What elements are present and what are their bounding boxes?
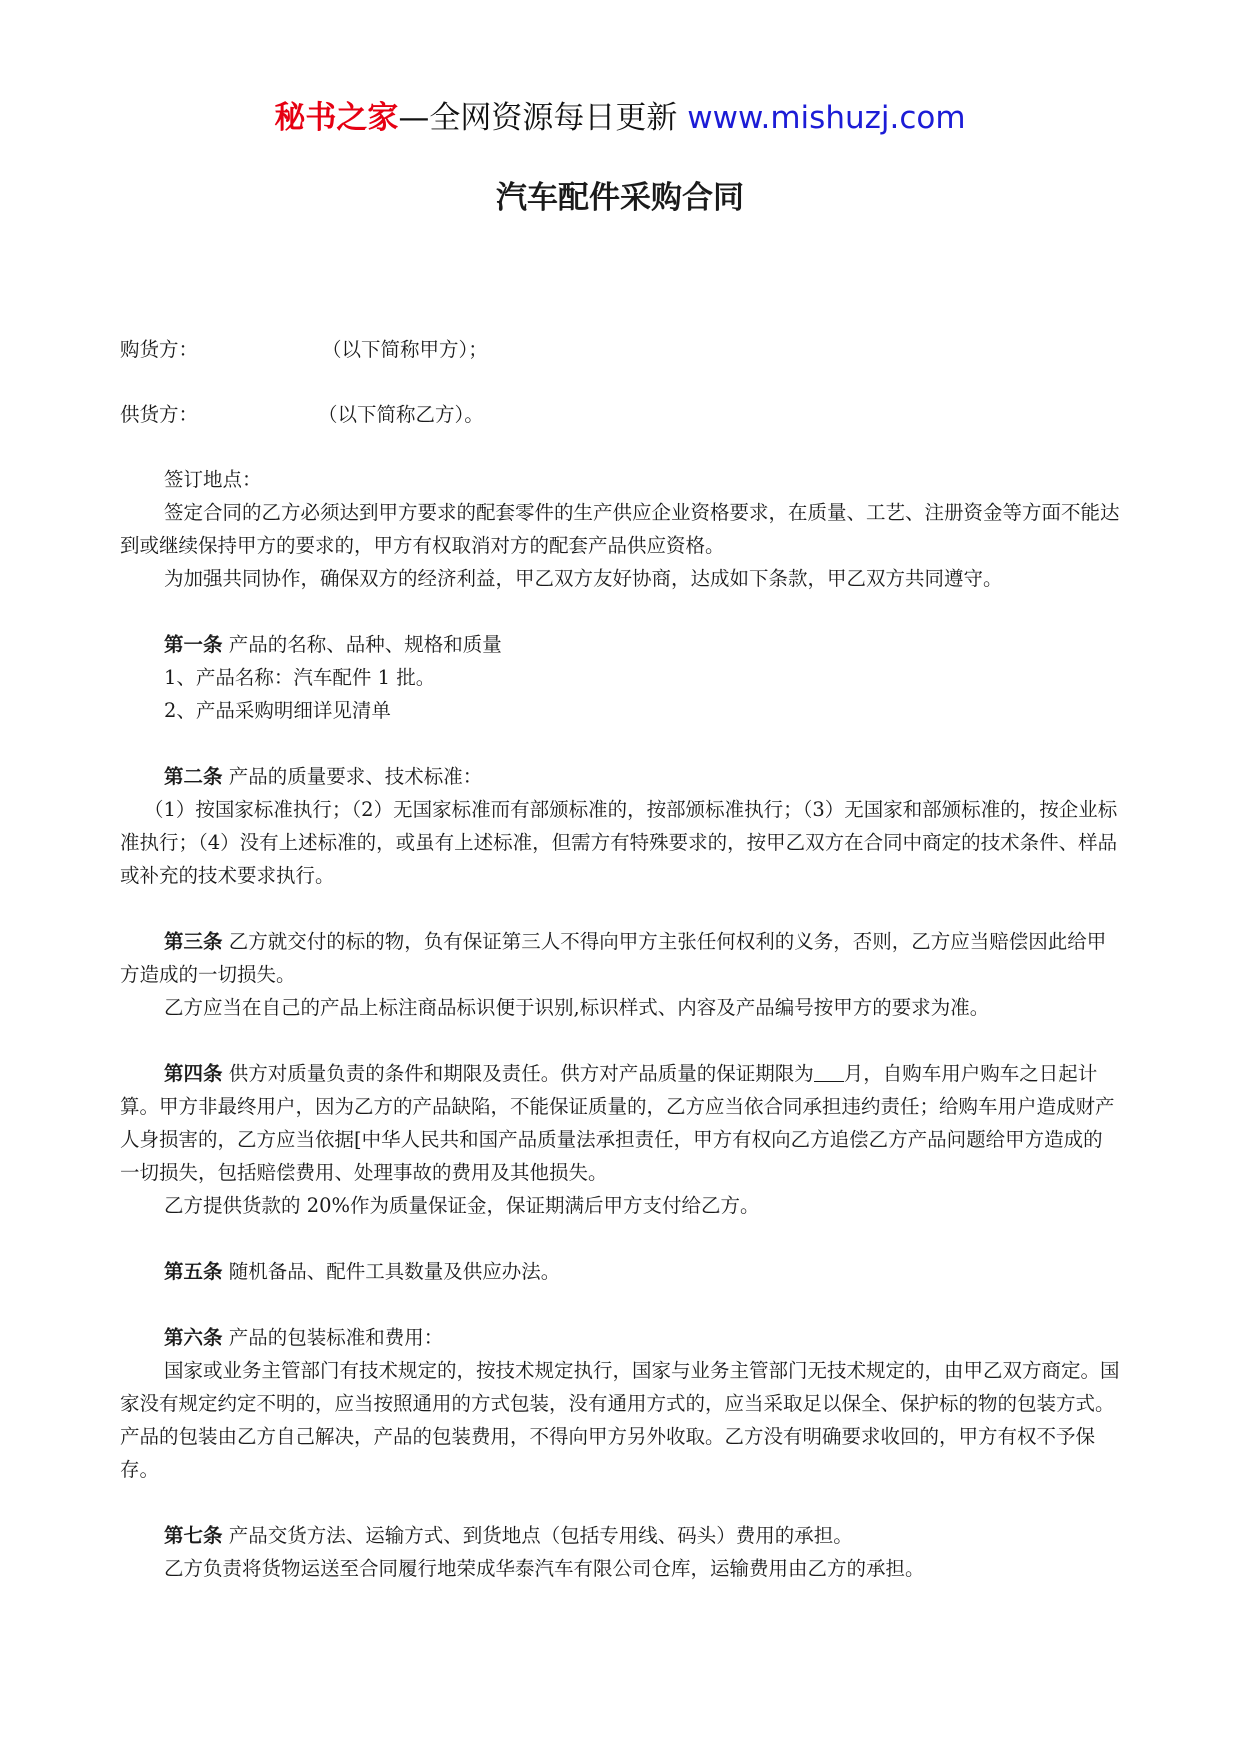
signing-place: 签订地点：: [164, 468, 262, 491]
article-4-text-after: 月，自购车用户购车之日起计算。甲方非最终用户，因为乙方的产品缺陷，不能保证质量的，乙方应当依合同承担违约责任；给购车用户造成财产人身损害的，乙方应当依据[中华人民共和国产品质量法承担责任，甲方有权向乙方追偿乙方产品问题给甲方造成的一切损失，包括赔偿费用、处理事故的费用及其他损失。: [120, 1062, 1115, 1184]
article-6-title: 产品的包装标准和费用：: [222, 1326, 444, 1349]
banner-url-link[interactable]: www.mishuzj.com: [687, 100, 966, 136]
article-4-number: 第四条: [164, 1062, 223, 1085]
banner-brand: 秘书之家: [274, 100, 399, 136]
intro-paragraph-2: 为加强共同协作，确保双方的经济利益，甲乙双方友好协商，达成如下条款，甲乙双方共同遵守。: [164, 567, 1003, 590]
intro-paragraph-1: 签定合同的乙方必须达到甲方要求的配套零件的生产供应企业资格要求，在质量、工艺、注册资金等方面不能达到或继续保持甲方的要求的，甲方有权取消对方的配套产品供应资格。: [120, 501, 1120, 557]
article-7-body: 乙方负责将货物运送至合同履行地荣成华泰汽车有限公司仓库，运输费用由乙方的承担。: [164, 1557, 925, 1580]
site-banner: [0, 98, 1240, 138]
article-1-item-2: 2、产品采购明细详见清单: [164, 699, 391, 722]
article-1-number: 第一条: [164, 633, 223, 656]
article-7-title: 产品交货方法、运输方式、到货地点（包括专用线、码头）费用的承担。: [222, 1524, 853, 1547]
article-4-paragraph: [120, 1057, 1120, 1189]
article-2-heading: [120, 760, 1120, 793]
article-1-heading: [120, 628, 1120, 661]
article-6-heading: [120, 1321, 1120, 1354]
buyer-note: （以下简称甲方）；: [322, 338, 488, 361]
article-1-title: 产品的名称、品种、规格和质量: [222, 633, 502, 656]
article-7-heading: [120, 1519, 1120, 1552]
article-5-heading: [120, 1255, 1120, 1288]
article-3-number: 第三条: [164, 930, 223, 953]
article-3-text: 乙方就交付的标的物，负有保证第三人不得向甲方主张任何权利的义务，否则，乙方应当赔偿因此给甲方造成的一切损失。: [120, 930, 1107, 986]
article-6-number: 第六条: [164, 1326, 223, 1349]
article-1-item-1: 1、产品名称：汽车配件 1 批。: [164, 666, 436, 689]
seller-line: [120, 398, 1120, 431]
seller-label: 供货方：: [120, 403, 199, 426]
article-5-number: 第五条: [164, 1260, 223, 1283]
article-4-body: 乙方提供货款的 20%作为质量保证金，保证期满后甲方支付给乙方。: [164, 1194, 760, 1217]
article-6-body: 国家或业务主管部门有技术规定的，按技术规定执行，国家与业务主管部门无技术规定的，由甲乙双方商定。国家没有规定约定不明的，应当按照通用的方式包装，没有通用方式的，应当采取足以保全、保护标的物的包装方式。产品的包装由乙方自己解决，产品的包装费用，不得向甲方另外收取。乙方没有明确要求收回的，甲方有权不予保存。: [120, 1359, 1120, 1481]
article-2-title: 产品的质量要求、技术标准：: [222, 765, 483, 788]
article-3-paragraph: [120, 925, 1120, 991]
document-title: 汽车配件采购合同: [496, 180, 744, 216]
article-5-title: 随机备品、配件工具数量及供应办法。: [222, 1260, 561, 1283]
buyer-label: 购货方：: [120, 338, 199, 361]
seller-note: （以下简称乙方）。: [318, 403, 484, 426]
buyer-line: [120, 333, 1120, 366]
article-2-body: （1）按国家标准执行；（2）无国家标准而有部颁标准的，按部颁标准执行；（3）无国家和部颁标准的，按企业标准执行；（4）没有上述标准的，或虽有上述标准，但需方有特殊要求的，按甲乙双方在合同中商定的技术条件、样品或补充的技术要求执行。: [120, 798, 1118, 887]
article-7-number: 第七条: [164, 1524, 223, 1547]
banner-slogan: —全网资源每日更新: [398, 100, 688, 136]
article-2-number: 第二条: [164, 765, 223, 788]
article-4-text-before: 供方对质量负责的条件和期限及责任。供方对产品质量的保证期限为: [222, 1062, 814, 1085]
warranty-months-blank: [814, 1061, 844, 1082]
article-3-body: 乙方应当在自己的产品上标注商品标识便于识别,标识样式、内容及产品编号按甲方的要求为准。: [164, 996, 990, 1019]
